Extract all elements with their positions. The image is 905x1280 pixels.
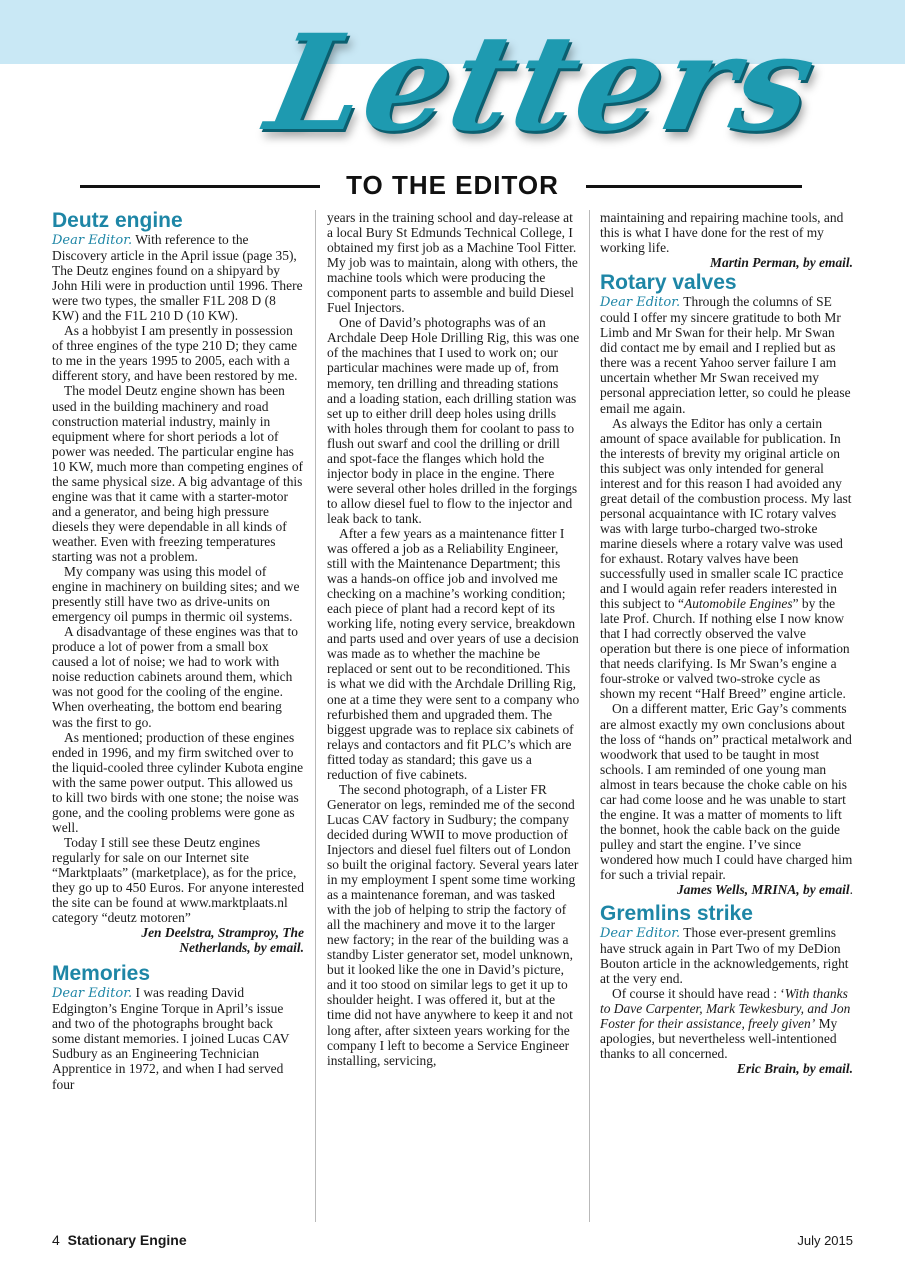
memories-signature: Martin Perman, by email.: [710, 255, 853, 271]
deutz-para-6: As mentioned; production of these engines ended in 1996, and my firm switched over to the liquid-cooled three cylinder Kubota engine with the same power output. This allowed us to kill two birds with one stone; the noise was gone, and the cooling problems were gone as well.: [52, 729, 304, 835]
deutz-para-2: As a hobbyist I am presently in possession of three engines of the type 210 D; they came to me in the years 1995 to 2005, each with a different story, and have been restored by me.: [52, 323, 298, 384]
subtitle-text: TO THE EDITOR: [340, 170, 565, 200]
deutz-para-7: Today I still see these Deutz engines regularly for sale on our Internet site “Marktplaats” (marketplace), as for the price, they go up to 450 Euros. For anyone interested the site can be found at www.marktplaats.nl category “deutz motoren”: [52, 834, 304, 926]
gremlins-heading: Gremlins strike: [600, 902, 753, 926]
issue-date: July 2015: [797, 1233, 853, 1248]
memories-para-3: One of David’s photographs was of an Archdale Deep Hole Drilling Rig, this was one of the machines that I used to work on; our particular machines were made up of, from memory, ten drilling and threading stations and a loading station, each drilling station was set up to either drill deep holes using drills with holes through them for coolant to pass to flush out swarf and cool the drilling or drill and spot-face the flanges which hold the injector body in place in the engine. There were several other holes drilled in the forgings to allow diesel fuel to flow to the injector and leak back to tank.: [327, 315, 580, 526]
gremlins-salutation: Dear Editor.: [600, 926, 681, 942]
rotary-para-1-text: Through the columns of SE could I offer my sincere gratitude to both Mr Limb and Mr Swan for their help. Mr Swan did contact me by email and I replied but as there was a recent Yahoo server failure I am uncertain whether Mr Swan received my personal appreciation letter, so could he please email me again.: [600, 294, 851, 416]
magazine-name: Stationary Engine: [67, 1232, 187, 1248]
memories-para-1: [52, 985, 304, 1091]
memories-para-1-text: I was reading David Edgington’s Engine Torque in April’s issue and two of the photographs brought back some distant memories. I joined Lucas CAV Sudbury as an Engineering Technician Apprentice in 1972, and when I had served four: [52, 985, 290, 1092]
rotary-para-1: [600, 294, 853, 415]
gremlins-para-1-text: Those ever-present gremlins have struck again in Part Two of my DeDion Bouton article in the acknowledgements, right at the very end.: [600, 925, 849, 987]
rotary-signature-dot: .: [849, 882, 853, 898]
gremlins-para-2: [600, 986, 853, 1061]
rotary-salutation: Dear Editor.: [600, 295, 681, 311]
gremlins-para-1: [600, 925, 853, 986]
page-number: 4: [52, 1232, 60, 1248]
rotary-heading: Rotary valves: [600, 271, 737, 295]
rotary-para-3: On a different matter, Eric Gay’s comments are almost exactly my own conclusions about the loss of “hands on” practical metalwork and woodwork that used to be taught in most schools. I am reminded of one young man almost in tears because the choke cable on his car had come loose and he was unable to start the engine. It was a matter of moments to lift the bonnet, hook the cable back on the guide pulley and start the engine. I’ve since wondered how much I could have charged him for such a trivial repair.: [600, 701, 853, 882]
rotary-signature-text: James Wells, MRINA, by email: [676, 882, 850, 898]
deutz-para-3: The model Deutz engine shown has been used in the building machinery and road construction material industry, mainly in equipment where for short periods a lot of power was needed. The particular engine has 10 KW, much more than competing engines of the same physical size. A big advantage of this engine was that it came with a starter-motor and a generator, and being high pressure diesels they were dependable in all kinds of weather. Even with freezing temperatures starting was not a problem.: [52, 383, 304, 564]
memories-heading: Memories: [52, 962, 151, 986]
subtitle: [0, 170, 905, 201]
column-1: [52, 210, 304, 1092]
memories-para-6: maintaining and repairing machine tools, and this is what I have done for the rest of my working life.: [600, 210, 844, 256]
deutz-heading: Deutz engine: [52, 209, 183, 232]
gremlins-signature: Eric Brain, by email.: [736, 1061, 853, 1077]
deutz-salutation: Dear Editor.: [52, 233, 133, 248]
gremlins-para-2-text-b: My apologies, but nevertheless well-intentioned thanks to all concerned.: [600, 1016, 838, 1062]
memories-salutation: Dear Editor.: [52, 986, 133, 1002]
column-divider-1: [315, 210, 316, 1222]
rotary-para-2: [600, 416, 853, 702]
memories-para-2: years in the training school and day-release at a local Bury St Edmunds Technical College, I obtained my first job as a Machine Tool Fitter. My job was to maintain, along with others, the machine tools which were producing the component parts to assemble and build Diesel Fuel Injectors.: [327, 210, 578, 316]
rotary-para-2-text-b: ” by the late Prof. Church. If nothing else I now know that I had correctly observed the valve operation but there is one piece of information that needs clarifying. Is Mr Swan’s engine a four-stroke or valved two-stroke cycle as shown my recent “Half Breed” engine article.: [600, 596, 850, 702]
gremlins-para-2-text-a: Of course it should have read : ‘: [612, 986, 785, 1002]
memories-para-4: After a few years as a maintenance fitter I was offered a job as a Reliability Engineer, still with the Maintenance Department; this was a hands-on office job and involved me checking on a machine’s working condition; each piece of plant had a record kept of its working life, noting every service, breakdown and parts used and over years of use a decision was made as to whether the machine be replaced or sent out to be reconditioned. This is what we did with the Archdale Drilling Rig, one at a time they were sent to a company who refurbished them and upgraded them. The biggest upgrade was to replace six cabinets of relays and contactors and fit PLC’s which are fitted today as standard; this gave us a reduction of five cabinets.: [327, 525, 580, 782]
rotary-book-title: Automobile Engines: [683, 596, 793, 612]
rotary-signature: [600, 882, 853, 897]
column-2: [327, 210, 580, 1068]
deutz-para-4: My company was using this model of engine in machinery on building sites; and we presently still have two as drive-units on emergency oil pumps in thermic oil systems.: [52, 564, 300, 625]
deutz-signature: Jen Deelstra, Stramproy, The Netherlands, by email.: [141, 925, 304, 956]
gremlins-quote: With thanks to Dave Carpenter, Mark Tewkesbury, and Jon Foster for their assistance, freely given’: [600, 986, 851, 1032]
memories-para-5: The second photograph, of a Lister FR Generator on legs, reminded me of the second Lucas CAV factory in Sudbury; the company decided during WWII to move production of Injectors and diesel fuel filters out of London so built the original factory. Several years later in my employment I spent some time working as a maintenance foreman, and was tasked with the job of helping to strip the factory of all the machinery and move it to the larger new factory; in the rear of the building was a standby Lister generator set, model unknown, but it looked like the one in David’s picture, and it too stood on similar legs to get it up to shoulder height. I was offered it, but at the time did not have anywhere to keep it and not long after, after sixteen years working for the company I left to become a Service Engineer installing, servicing,: [327, 781, 579, 1068]
deutz-para-5: A disadvantage of these engines was that to produce a lot of power from a small box caused a lot of noise; we had to work with noise reduction cabinets around them, which was not good for the cooling of the engine. When overheating, the bottom end bearing was the first to go.: [52, 624, 298, 730]
letters-title: Letters: [255, 6, 830, 161]
rotary-para-2-text-a: As always the Editor has only a certain amount of space available for publication. In the interests of brevity my original article on this subject was only intended for general interest and for this reason I had avoided any great detail of the combustion process. My last personal acquaintance with IC rotary valves was with large turbo-charged two-stroke marine diesels where a rotary valve was used for exhaust. Rotary valves have been successfully used in smaller scale IC practice and I would again refer readers interested in this subject to “: [600, 415, 852, 612]
deutz-para-1-text: With reference to the Discovery article in the April issue (page 35), The Deutz engines found on a shipyard by John Hili were in production until 1996. There were two types, the smaller F1L 208 D (8 KW) and the F1L 210 D (10 KW).: [52, 232, 303, 324]
column-divider-2: [589, 210, 590, 1222]
footer-left: [52, 1232, 187, 1248]
column-3: [600, 210, 853, 1077]
deutz-para-1: [52, 232, 304, 323]
